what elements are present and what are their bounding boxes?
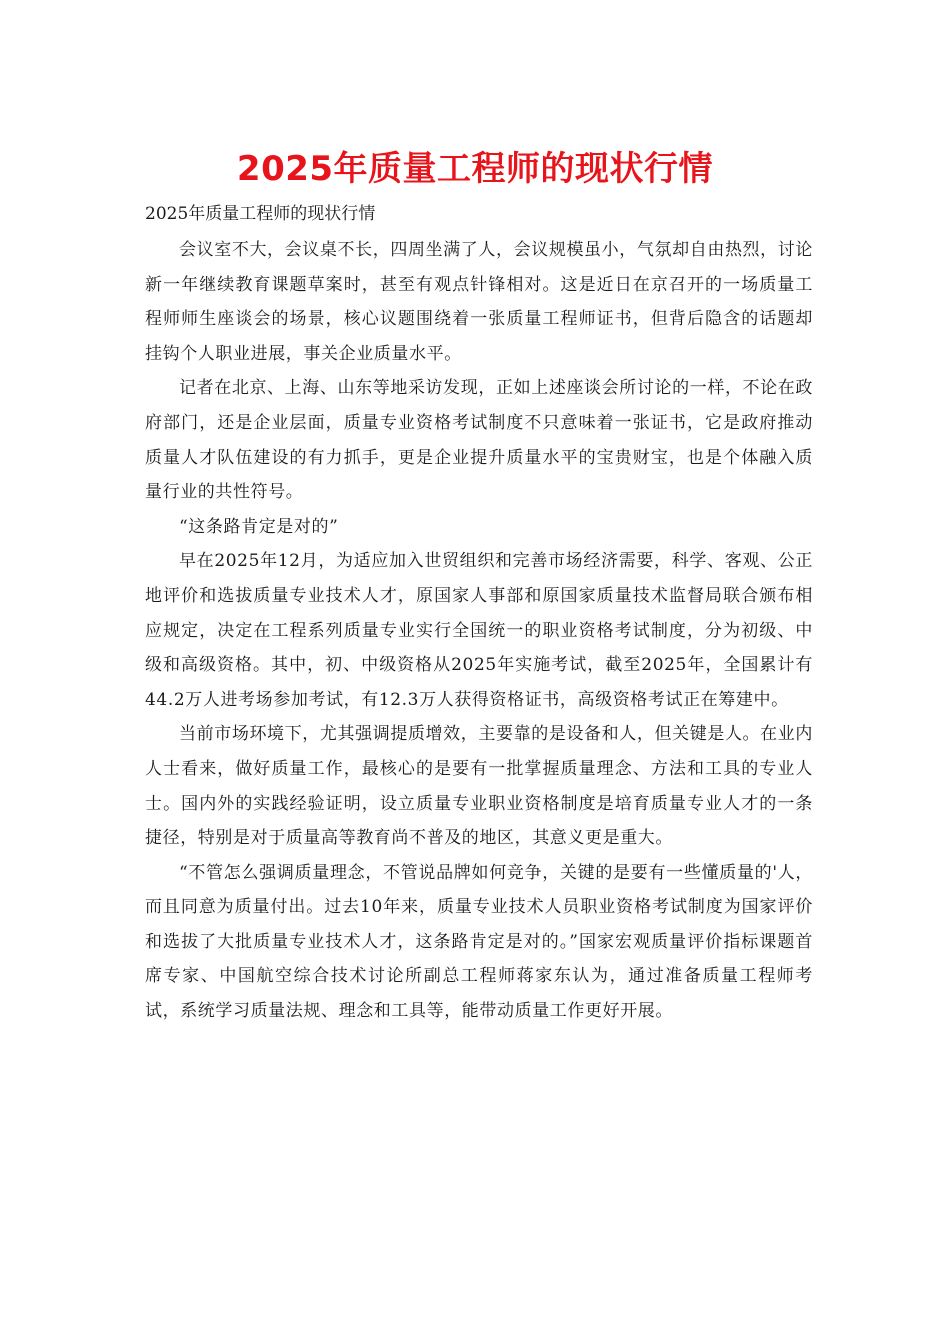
document-subtitle: 2025年质量工程师的现状行情 xyxy=(145,204,376,224)
paragraph: “不管怎么强调质量理念，不管说品牌如何竞争，关键的是要有一些懂质量的'人，而且同意为质量付出。过去10年来，质量专业技术人员职业资格考试制度为国家评价和选拔了大批质量专业技术人才，这条路肯定是对的。”国家宏观质量评价指标课题首席专家、中国航空综合技术讨论所副总工程师蒋家东认为，通过准备质量工程师考试，系统学习质量法规、理念和工具等，能带动质量工作更好开展。 xyxy=(145,862,813,1022)
paragraph: 早在2025年12月，为适应加入世贸组织和完善市场经济需要，科学、客观、公正地评价和选拔质量专业技术人才，原国家人事部和原国家质量技术监督局联合颁布相应规定，决定在工程系列质量专业实行全国统一的职业资格考试制度，分为初级、中级和高级资格。其中，初、中级资格从2025年实施考试，截至2025年，全国累计有44.2万人进考场参加考试，有12.3万人获得资格证书，高级资格考试正在筹建中。 xyxy=(145,551,813,710)
document-title: 2025年质量工程师的现状行情 xyxy=(236,149,714,189)
paragraph: 记者在北京、上海、山东等地采访发现，正如上述座谈会所讨论的一样，不论在政府部门，还是企业层面，质量专业资格考试制度不只意味着一张证书，它是政府推动质量人才队伍建设的有力抓手，更是企业提升质量水平的宝贵财宝，也是个体融入质量行业的共性符号。 xyxy=(145,378,813,503)
paragraph: 会议室不大，会议桌不长，四周坐满了人，会议规模虽小，气氛却自由热烈，讨论新一年继续教育课题草案时，甚至有观点针锋相对。这是近日在京召开的一场质量工程师师生座谈会的场景，核心议题围绕着一张质量工程师证书，但背后隐含的话题却挂钩个人职业进展，事关企业质量水平。 xyxy=(145,240,813,364)
section-heading: “这条路肯定是对的” xyxy=(179,516,339,537)
paragraph: 当前市场环境下，尤其强调提质增效，主要靠的是设备和人，但关键是人。在业内人士看来，做好质量工作，最核心的是要有一批掌握质量理念、方法和工具的专业人士。国内外的实践经验证明，设立质量专业职业资格制度是培育质量专业人才的一条捷径，特别是对于质量高等教育尚不普及的地区，其意义更是重大。 xyxy=(145,724,813,849)
document-body xyxy=(145,233,813,1029)
